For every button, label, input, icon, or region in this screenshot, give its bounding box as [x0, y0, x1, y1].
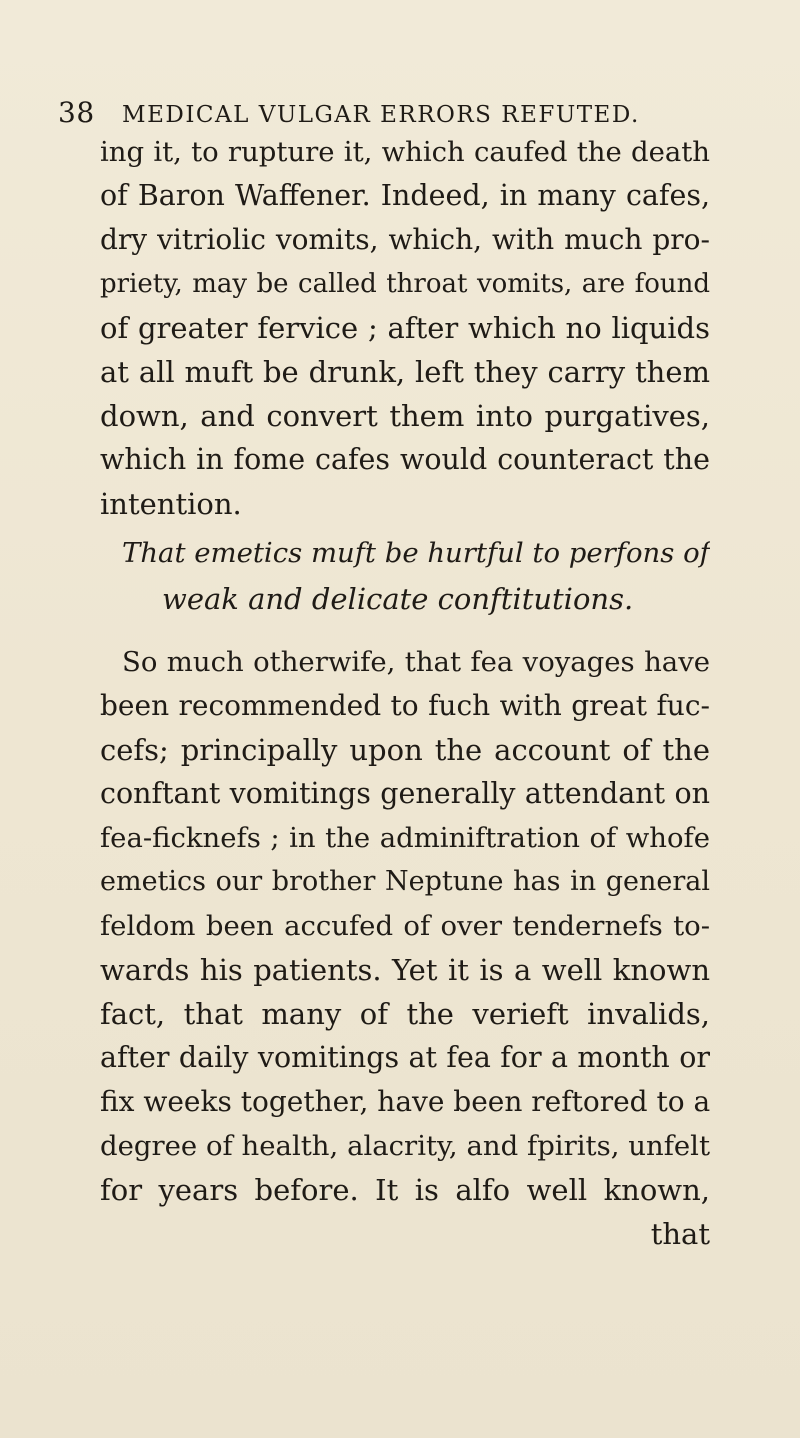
text-line: degree of health, alacrity, and fpirits, unfelt	[100, 1130, 710, 1162]
text-line: been recommended to fuch with great fuc-	[100, 689, 710, 722]
catchword: that	[650, 1217, 710, 1251]
text-line: wards his patients. Yet it is a well known	[100, 953, 710, 987]
text-line: fix weeks together, have been reftored to a	[100, 1085, 710, 1118]
text-line: dry vitriolic vomits, which, with much pro-	[100, 223, 710, 256]
text-line: conftant vomitings generally attendant on	[100, 777, 710, 810]
paragraph-2	[100, 640, 710, 1256]
text-line: at all muft be drunk, left they carry them	[100, 355, 710, 389]
text-line: of greater fervice ; after which no liquids	[100, 311, 710, 345]
text-line: fea-ficknefs ; in the adminiftration of whofe	[100, 822, 710, 854]
text-line: which in fome cafes would counteract the	[100, 443, 710, 476]
text-line: So much otherwife, that fea voyages have	[122, 646, 710, 678]
paragraph-1	[100, 130, 710, 526]
text-line: emetics our brother Neptune has in general	[100, 866, 710, 897]
text-line: feldom been accufed of over tendernefs to-	[100, 910, 710, 942]
text-line: for years before. It is alfo well known,	[100, 1173, 710, 1207]
text-line: of Baron Waffener. Indeed, in many cafes,	[100, 179, 710, 212]
heading-line: weak and delicate conftitutions.	[162, 582, 634, 616]
text-line: fact, that many of the verieft invalids,	[100, 997, 710, 1031]
page-number: 38	[58, 96, 95, 129]
section-heading	[100, 530, 710, 622]
running-head: MEDICAL VULGAR ERRORS REFUTED.	[122, 102, 640, 128]
text-line: after daily vomitings at fea for a month or	[100, 1041, 710, 1074]
text-line: intention.	[100, 487, 242, 521]
text-line: ing it, to rupture it, which caufed the death	[100, 136, 710, 168]
text-line: cefs; principally upon the account of the	[100, 733, 710, 767]
text-line: down, and convert them into purgatives,	[100, 399, 710, 433]
text-line: priety, may be called throat vomits, are found	[100, 269, 710, 299]
heading-line: That emetics muft be hurtful to perfons of	[122, 537, 710, 569]
